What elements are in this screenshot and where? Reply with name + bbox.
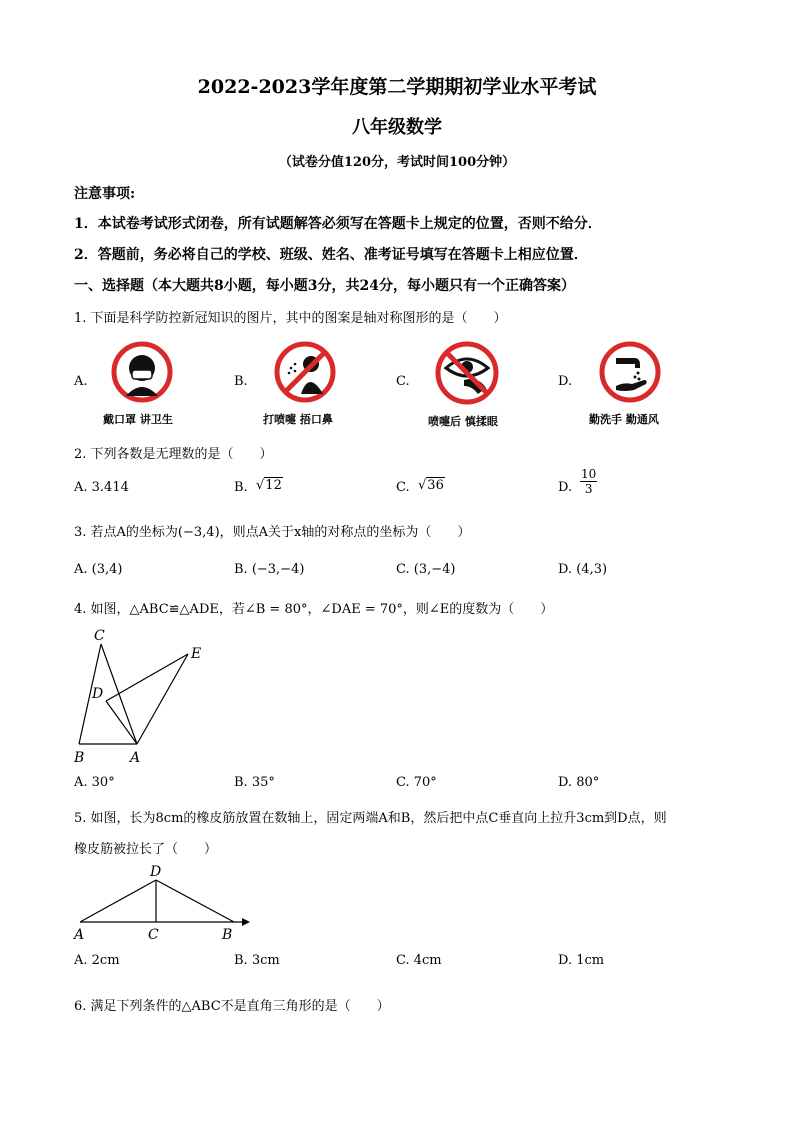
q3-option-c: C. (3,−4) — [396, 562, 456, 577]
sqrt-symbol: √36 — [418, 478, 444, 493]
exam-title: 2022-2023学年度第二学期期初学业水平考试 — [197, 76, 597, 98]
q1-option-d-letter: D. — [558, 374, 573, 389]
q5-option-d: D. 1cm — [558, 953, 605, 968]
q5-option-a: A. 2cm — [74, 953, 120, 968]
notice-item-1: 1．本试卷考试形式闭卷，所有试题解答必须写在答题卡上规定的位置，否则不给分． — [74, 216, 602, 232]
q2-b-radicand: 12 — [265, 478, 282, 493]
exam-note: （试卷分值120分，考试时间100分钟） — [278, 155, 516, 170]
arrow-right-icon — [242, 918, 250, 926]
q2-option-d-letter: D. — [558, 480, 573, 495]
q1-option-c-caption: 喷嚏后 慎揉眼 — [428, 415, 498, 428]
q1-option-a-caption: 戴口罩 讲卫生 — [103, 413, 173, 426]
subject-title: 八年级数学 — [352, 117, 442, 138]
q2-option-c-math — [418, 478, 445, 493]
label-b: B — [222, 927, 233, 943]
q3-option-b: B. (−3,−4) — [234, 562, 305, 577]
notice-heading: 注意事项: — [74, 186, 136, 202]
q2-option-a: A. 3.414 — [74, 480, 129, 495]
fraction-denominator: 3 — [584, 482, 593, 496]
label-d: D — [92, 686, 104, 702]
q5-stem-line-1: 5. 如图，长为8cm的橡皮筋放置在数轴上，固定两端A和B，然后把中点C垂直向上拉升3cm到D点，则 — [74, 811, 667, 826]
q2-c-radicand: 36 — [427, 478, 444, 493]
q4-option-b: B. 35° — [234, 775, 275, 790]
q5-option-b: B. 3cm — [234, 953, 280, 968]
label-c: C — [94, 628, 105, 644]
label-a: A — [74, 927, 85, 943]
sneeze-sign-icon — [273, 340, 337, 404]
section-heading: 一、选择题（本大题共8小题，每小题3分，共24分，每小题只有一个正确答案） — [74, 278, 575, 294]
handwash-sign-icon — [598, 340, 662, 404]
q1-option-b-letter: B. — [234, 374, 248, 389]
q4-option-c: C. 70° — [396, 775, 437, 790]
q2-stem: 2. 下列各数是无理数的是（ ） — [74, 447, 273, 462]
q4-triangle-figure — [70, 624, 220, 768]
q1-option-d-caption: 勤洗手 勤通风 — [589, 413, 659, 426]
q4-stem: 4. 如图，△ABC≌△ADE，若∠B = 80°，∠DAE = 70°，则∠E的度数为（ ） — [74, 602, 554, 617]
q5-stem-line-2: 橡皮筋被拉长了（ ） — [74, 842, 218, 857]
q1-stem: 1. 下面是科学防控新冠知识的图片，其中的图案是轴对称图形的是（ ） — [74, 311, 507, 326]
q5-option-c: C. 4cm — [396, 953, 442, 968]
q1-option-b-caption: 打喷嚏 捂口鼻 — [263, 413, 333, 426]
q2-option-c-letter: C. — [396, 480, 410, 495]
sqrt-symbol: √12 — [256, 478, 282, 493]
q2-option-b-math — [256, 478, 283, 493]
notice-item-2: 2．答题前，务必将自己的学校、班级、姓名、准考证号填写在答题卡上相应位置． — [74, 247, 588, 263]
q3-option-a: A. (3,4) — [74, 562, 123, 577]
label-a: A — [130, 750, 141, 766]
q5-number-line-figure — [70, 862, 260, 946]
fraction-numerator: 10 — [581, 467, 597, 481]
label-d: D — [150, 864, 162, 880]
label-e: E — [191, 646, 202, 662]
q4-option-a: A. 30° — [74, 775, 115, 790]
q3-stem: 3. 若点A的坐标为(−3,4)，则点A关于x轴的对称点的坐标为（ ） — [74, 525, 471, 540]
eye-sign-icon — [434, 340, 500, 406]
q4-option-d: D. 80° — [558, 775, 600, 790]
q1-option-a-letter: A. — [74, 374, 88, 389]
q1-option-c-letter: C. — [396, 374, 410, 389]
q6-stem: 6. 满足下列条件的△ABC不是直角三角形的是（ ） — [74, 999, 390, 1014]
q2-option-d-fraction — [580, 467, 597, 496]
q3-option-d: D. (4,3) — [558, 562, 608, 577]
label-c: C — [148, 927, 159, 943]
mask-sign-icon — [110, 340, 174, 404]
label-b: B — [74, 750, 85, 766]
q2-option-b-letter: B. — [234, 480, 248, 495]
